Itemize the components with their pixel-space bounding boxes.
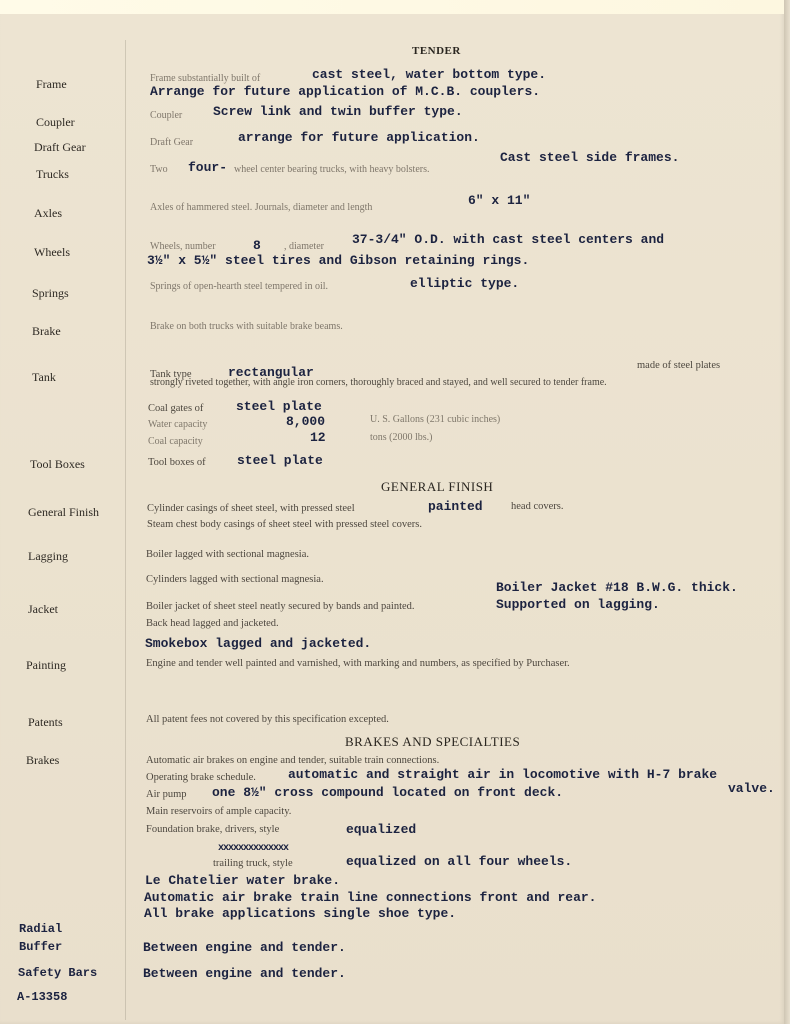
printed-trucks: Two [150,164,168,175]
label-springs: Springs [32,286,69,300]
printed-patents: All patent fees not covered by this specification excepted. [146,714,389,725]
printed-cylinders-lagged: Cylinders lagged with sectional magnesia. [146,574,324,585]
typed-trucks-four: four- [188,160,228,175]
printed-tank-type: Tank type [150,369,192,380]
typed-auto-train-line: Automatic air brake train line connections front and rear. [144,890,597,905]
printed-auto-air: Automatic air brakes on engine and tender, suitable train connections. [146,755,440,766]
printed-wheels-diameter: , diameter [284,241,324,252]
document-number: A-13358 [17,990,68,1004]
typed-coal-gates: steel plate [236,399,322,414]
typed-tool-boxes: steel plate [237,453,323,468]
printed-boiler-lagged: Boiler lagged with sectional magnesia. [146,549,309,560]
typed-wheels-number: 8 [253,238,261,253]
printed-springs: Springs of open-hearth steel tempered in oil. [150,281,329,292]
typed-coal-capacity: 12 [310,430,326,445]
typed-wheels-diameter: 37-3/4" O.D. with cast steel centers and [352,232,665,247]
printed-draft-gear: Draft Gear [150,137,194,148]
printed-frame: Frame substantially built of [150,73,261,84]
printed-main-reservoirs: Main reservoirs of ample capacity. [146,806,292,817]
typed-frame-2: Arrange for future application of M.C.B. couplers. [150,84,541,99]
label-radial: Radial [19,922,63,936]
label-brakes: Brakes [26,753,60,767]
typed-safety-bars: Between engine and tender. [143,966,346,981]
printed-cylinder-casings: Cylinder casings of sheet steel, with pressed steel [147,503,355,514]
section-brakes-specialties: BRAKES AND SPECIALTIES [345,734,521,749]
printed-tank-riveted: strongly riveted together, with angle iron corners, thoroughly braced and stayed, and well secured to tender frame. [150,377,607,388]
label-general-finish: General Finish [28,505,99,519]
top-edge [0,0,790,14]
typed-tank-type: rectangular [228,365,314,380]
label-tank: Tank [32,370,56,384]
label-frame: Frame [36,77,67,91]
printed-head-covers: head covers. [511,501,564,512]
label-lagging: Lagging [28,549,68,563]
section-general-finish: GENERAL FINISH [381,479,494,494]
label-jacket: Jacket [28,602,58,616]
printed-axles: Axles of hammered steel. Journals, diameter and length [150,202,373,213]
typed-valve: valve. [728,781,775,796]
typed-wheels-tires: 3½" x 5½" steel tires and Gibson retaining rings. [147,253,530,268]
printed-tool-boxes: Tool boxes of [148,457,206,468]
page-title: TENDER [412,45,461,57]
typed-single-shoe: All brake applications single shoe type. [144,906,457,921]
printed-steam-chest: Steam chest body casings of sheet steel with pressed steel covers. [147,519,422,530]
label-brake: Brake [32,324,61,338]
typed-draft-gear: arrange for future application. [238,130,480,145]
label-coupler: Coupler [36,115,75,129]
typed-air-pump: one 8½" cross compound located on front deck. [212,785,564,800]
printed-water-capacity: Water capacity [148,419,208,430]
typed-buffer: Between engine and tender. [143,940,346,955]
printed-boiler-jacket: Boiler jacket of sheet steel neatly secured by bands and painted. [146,601,415,612]
typed-trailing-style: equalized on all four wheels. [346,854,573,869]
typed-foundation-style: equalized [346,822,417,837]
printed-back-head: Back head lagged and jacketed. [146,618,279,629]
printed-trailing-truck: trailing truck, style [213,858,293,869]
typed-le-chatelier: Le Chatelier water brake. [145,873,341,888]
typed-water-capacity: 8,000 [286,414,326,429]
typed-coupler: Screw link and twin buffer type. [213,104,463,119]
printed-coupler: Coupler [150,110,183,121]
printed-tank-plates: made of steel plates [637,360,721,371]
printed-water-unit: U. S. Gallons (231 cubic inches) [370,414,501,425]
label-painting: Painting [26,658,67,672]
printed-trucks-rest: wheel center bearing trucks, with heavy bolsters. [234,164,430,175]
typed-painted: painted [428,499,483,514]
typed-axles: 6" x 11" [468,193,531,208]
label-tool-boxes: Tool Boxes [30,457,85,471]
typed-operating-schedule: automatic and straight air in locomotive with H-7 brake [288,767,718,782]
printed-coal-unit: tons (2000 lbs.) [370,432,433,443]
typed-frame: cast steel, water bottom type. [312,67,547,82]
printed-brake: Brake on both trucks with suitable brake beams. [150,321,343,332]
printed-foundation-brake: Foundation brake, drivers, style [146,824,280,835]
typed-smokebox: Smokebox lagged and jacketed. [145,636,372,651]
label-trucks: Trucks [36,167,69,181]
typed-trucks-frames: Cast steel side frames. [500,150,680,165]
printed-coal-capacity: Coal capacity [148,436,203,447]
margin-rule [125,40,126,1020]
right-edge-shadow [784,0,790,1024]
printed-air-pump: Air pump [146,789,187,800]
label-safety-bars: Safety Bars [18,966,98,980]
struck-out-text: xxxxxxxxxxxxxx [218,843,289,854]
label-wheels: Wheels [34,245,70,259]
typed-springs: elliptic type. [410,276,520,291]
printed-painting: Engine and tender well painted and varnished, with marking and numbers, as specified by Purchaser. [146,658,570,669]
label-axles: Axles [34,206,62,220]
printed-operating-schedule: Operating brake schedule. [146,772,256,783]
typed-boiler-jacket-2: Supported on lagging. [496,597,660,612]
printed-coal-gates: Coal gates of [148,403,204,414]
label-draft-gear: Draft Gear [34,140,86,154]
label-patents: Patents [28,715,63,729]
printed-wheels-number: Wheels, number [150,241,216,252]
typed-boiler-jacket-1: Boiler Jacket #18 B.W.G. thick. [496,580,738,595]
label-buffer: Buffer [19,940,63,954]
